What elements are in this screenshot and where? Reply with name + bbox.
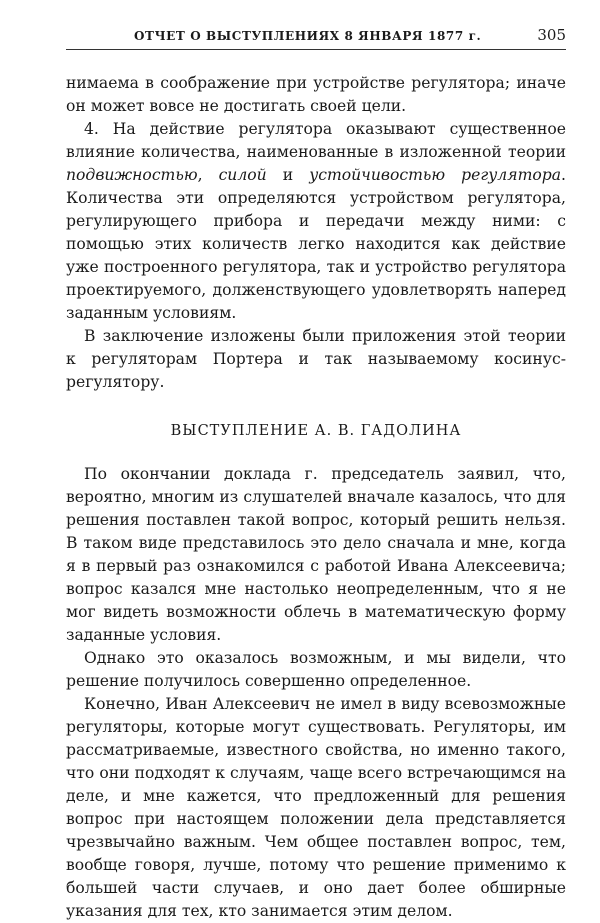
page-header: [66, 26, 566, 50]
section-title: ВЫСТУПЛЕНИЕ А. В. ГАДОЛИНА: [170, 423, 462, 439]
running-title: ОТЧЕТ О ВЫСТУПЛЕНИЯХ 8 ЯНВАРЯ 1877 г.: [134, 29, 482, 43]
term-force: силой: [218, 166, 267, 184]
page: [66, 26, 566, 923]
term-stability: устойчивостью регулятора: [309, 166, 562, 184]
paragraph-gadolin-2: Однако это оказалось возможным, и мы видели, что решение получилось совершенно определенное.: [66, 649, 566, 690]
paragraph-conclusion: В заключение изложены были приложения этой теории к регуляторам Портера и так называемому косинус-регулятору.: [66, 327, 566, 391]
page-number: 305: [537, 26, 566, 44]
term-mobility: подвижностью: [66, 166, 198, 184]
paragraph-gadolin-3: Конечно, Иван Алексеевич не имел в виду всевозможные регуляторы, которые могут существовать. Регуляторы, им рассматриваемые, известного свойства, но именно такого, что они подходят к случаям, чаще всего встречающимся на деле, и мне кажется, что предложенный для решения вопрос при настоящем положении дела представляется чрезвычайно важным. Чем общее поставлен вопрос, тем, вообще говоря, лучше, потому что решение применимо к большей части случаев, и оно дает более обширные указания для тех, кто занимается этим делом.: [66, 695, 566, 920]
paragraph-point-4-text-1: 4. На действие регулятора оказывают существенное влияние количества, наименованные в изложенной теории: [66, 120, 566, 161]
body-text: [66, 72, 566, 923]
paragraph-point-4-text-3: и: [266, 166, 310, 184]
paragraph-gadolin-1: По окончании доклада г. председатель заявил, что, вероятно, многим из слушателей вначале казалось, что для решения поставлен такой вопрос, который решить нельзя. В таком виде представилось это дело сначала и мне, когда я в первый раз ознакомился с работой Ивана Алексеевича; вопрос казался мне настолько неопределенным, что я не мог видеть возможности облечь в математическую форму заданные условия.: [66, 465, 566, 644]
paragraph-point-4-text-2: ,: [197, 166, 219, 184]
paragraph-point-4-text-4: . Количества эти определяются устройством регулятора, регулирующего прибора и передачи между ними: с помощью этих количеств легко находится как действие уже построенного регулятора, так и устройство регулятора проектируемого, долженствующего удовлетворять наперед заданным условиям.: [66, 166, 566, 322]
paragraph-continuation: нимаема в соображение при устройстве регулятора; иначе он может вовсе не достигать своей цели.: [66, 74, 566, 115]
paragraph-point-4: [66, 118, 566, 325]
